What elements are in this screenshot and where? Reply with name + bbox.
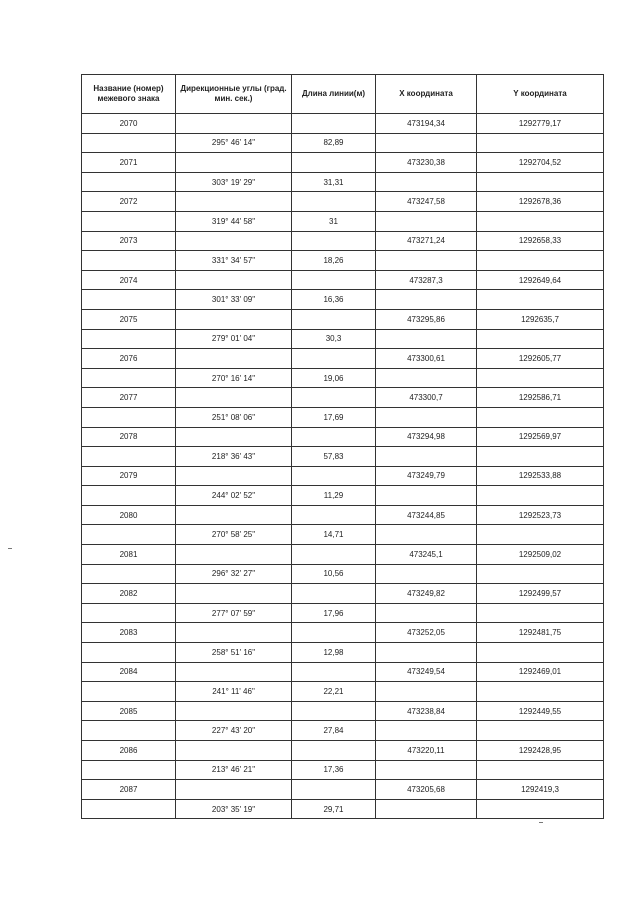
y-coordinate: 1292569,97: [477, 427, 604, 447]
scan-mark: [539, 822, 543, 823]
x-empty: [376, 133, 477, 153]
y-empty: [477, 603, 604, 623]
x-empty: [376, 407, 477, 427]
table-row-point: [82, 780, 604, 800]
table-row-point: [82, 623, 604, 643]
line-length: 31: [292, 211, 376, 231]
direction-angle: 331° 34' 57": [176, 251, 292, 271]
table-row-point: [82, 349, 604, 369]
y-empty: [477, 290, 604, 310]
line-length: 57,83: [292, 447, 376, 467]
y-empty: [477, 251, 604, 271]
angle-empty: [176, 584, 292, 604]
table-row-segment: [82, 133, 604, 153]
line-length: 31,31: [292, 172, 376, 192]
header-y: Y координата: [477, 75, 604, 114]
direction-angle: 270° 58' 25": [176, 525, 292, 545]
angle-empty: [176, 388, 292, 408]
name-empty: [82, 760, 176, 780]
angle-empty: [176, 309, 292, 329]
name-empty: [82, 407, 176, 427]
direction-angle: 241° 11' 46": [176, 682, 292, 702]
x-coordinate: 473271,24: [376, 231, 477, 251]
point-name: 2079: [82, 466, 176, 486]
direction-angle: 251° 08' 06": [176, 407, 292, 427]
point-name: 2086: [82, 741, 176, 761]
table-row-point: [82, 309, 604, 329]
point-name: 2072: [82, 192, 176, 212]
direction-angle: 258° 51' 16": [176, 643, 292, 663]
table-row-point: [82, 388, 604, 408]
length-empty: [292, 741, 376, 761]
x-empty: [376, 643, 477, 663]
angle-empty: [176, 545, 292, 565]
line-length: 10,56: [292, 564, 376, 584]
y-empty: [477, 721, 604, 741]
y-coordinate: 1292678,36: [477, 192, 604, 212]
direction-angle: 213° 46' 21": [176, 760, 292, 780]
direction-angle: 227° 43' 20": [176, 721, 292, 741]
line-length: 16,36: [292, 290, 376, 310]
angle-empty: [176, 701, 292, 721]
table-row-segment: [82, 447, 604, 467]
x-empty: [376, 447, 477, 467]
y-coordinate: 1292449,55: [477, 701, 604, 721]
name-empty: [82, 525, 176, 545]
length-empty: [292, 623, 376, 643]
point-name: 2071: [82, 153, 176, 173]
table-row-segment: [82, 525, 604, 545]
point-name: 2083: [82, 623, 176, 643]
name-empty: [82, 564, 176, 584]
length-empty: [292, 584, 376, 604]
x-empty: [376, 760, 477, 780]
table-row-point: [82, 701, 604, 721]
y-empty: [477, 643, 604, 663]
line-length: 29,71: [292, 799, 376, 819]
line-length: 27,84: [292, 721, 376, 741]
table-body: [82, 114, 604, 819]
header-angles: Дирекционные углы (град. мин. сек.): [176, 75, 292, 114]
table-row-point: [82, 153, 604, 173]
y-empty: [477, 211, 604, 231]
name-empty: [82, 799, 176, 819]
header-x: X координата: [376, 75, 477, 114]
name-empty: [82, 211, 176, 231]
table-row-point: [82, 505, 604, 525]
direction-angle: 203° 35' 19": [176, 799, 292, 819]
y-coordinate: 1292509,02: [477, 545, 604, 565]
y-empty: [477, 760, 604, 780]
line-length: 22,21: [292, 682, 376, 702]
x-coordinate: 473249,82: [376, 584, 477, 604]
length-empty: [292, 780, 376, 800]
table-row-segment: [82, 760, 604, 780]
x-empty: [376, 799, 477, 819]
x-coordinate: 473247,58: [376, 192, 477, 212]
direction-angle: 270° 16' 14": [176, 368, 292, 388]
header-length: Длина линии(м): [292, 75, 376, 114]
x-coordinate: 473244,85: [376, 505, 477, 525]
direction-angle: 218° 36' 43": [176, 447, 292, 467]
length-empty: [292, 388, 376, 408]
x-empty: [376, 251, 477, 271]
y-empty: [477, 329, 604, 349]
coordinates-table: [81, 74, 604, 819]
x-coordinate: 473238,84: [376, 701, 477, 721]
direction-angle: 296° 32' 27": [176, 564, 292, 584]
x-coordinate: 473252,05: [376, 623, 477, 643]
table-row-segment: [82, 290, 604, 310]
point-name: 2080: [82, 505, 176, 525]
angle-empty: [176, 270, 292, 290]
y-empty: [477, 682, 604, 702]
point-name: 2081: [82, 545, 176, 565]
table-row-segment: [82, 721, 604, 741]
line-length: 11,29: [292, 486, 376, 506]
length-empty: [292, 662, 376, 682]
line-length: 17,36: [292, 760, 376, 780]
y-coordinate: 1292428,95: [477, 741, 604, 761]
x-coordinate: 473205,68: [376, 780, 477, 800]
angle-empty: [176, 780, 292, 800]
x-empty: [376, 603, 477, 623]
point-name: 2082: [82, 584, 176, 604]
name-empty: [82, 603, 176, 623]
table-row-segment: [82, 486, 604, 506]
header-row: [82, 75, 604, 114]
x-coordinate: 473287,3: [376, 270, 477, 290]
line-length: 30,3: [292, 329, 376, 349]
name-empty: [82, 682, 176, 702]
length-empty: [292, 505, 376, 525]
length-empty: [292, 309, 376, 329]
y-coordinate: 1292635,7: [477, 309, 604, 329]
point-name: 2075: [82, 309, 176, 329]
angle-empty: [176, 623, 292, 643]
x-coordinate: 473194,34: [376, 114, 477, 134]
angle-empty: [176, 114, 292, 134]
angle-empty: [176, 427, 292, 447]
point-name: 2085: [82, 701, 176, 721]
length-empty: [292, 349, 376, 369]
point-name: 2073: [82, 231, 176, 251]
y-empty: [477, 368, 604, 388]
y-empty: [477, 525, 604, 545]
y-coordinate: 1292658,33: [477, 231, 604, 251]
table-row-segment: [82, 211, 604, 231]
table-row-point: [82, 741, 604, 761]
line-length: 82,89: [292, 133, 376, 153]
y-coordinate: 1292586,71: [477, 388, 604, 408]
y-empty: [477, 564, 604, 584]
y-coordinate: 1292523,73: [477, 505, 604, 525]
angle-empty: [176, 192, 292, 212]
table-row-point: [82, 114, 604, 134]
y-empty: [477, 447, 604, 467]
line-length: 12,98: [292, 643, 376, 663]
table-row-segment: [82, 407, 604, 427]
y-empty: [477, 172, 604, 192]
name-empty: [82, 368, 176, 388]
length-empty: [292, 466, 376, 486]
name-empty: [82, 290, 176, 310]
y-empty: [477, 486, 604, 506]
x-empty: [376, 564, 477, 584]
direction-angle: 277° 07' 59": [176, 603, 292, 623]
length-empty: [292, 545, 376, 565]
y-coordinate: 1292499,57: [477, 584, 604, 604]
length-empty: [292, 231, 376, 251]
length-empty: [292, 427, 376, 447]
line-length: 17,96: [292, 603, 376, 623]
angle-empty: [176, 662, 292, 682]
length-empty: [292, 701, 376, 721]
name-empty: [82, 447, 176, 467]
y-coordinate: 1292533,88: [477, 466, 604, 486]
point-name: 2074: [82, 270, 176, 290]
point-name: 2084: [82, 662, 176, 682]
x-empty: [376, 721, 477, 741]
table-row-segment: [82, 172, 604, 192]
y-coordinate: 1292469,01: [477, 662, 604, 682]
table-row-segment: [82, 643, 604, 663]
table-row-point: [82, 466, 604, 486]
scan-mark: [8, 548, 12, 549]
name-empty: [82, 251, 176, 271]
x-empty: [376, 682, 477, 702]
point-name: 2076: [82, 349, 176, 369]
x-coordinate: 473300,7: [376, 388, 477, 408]
table-row-point: [82, 545, 604, 565]
direction-angle: 303° 19' 29": [176, 172, 292, 192]
x-coordinate: 473295,86: [376, 309, 477, 329]
name-empty: [82, 643, 176, 663]
y-empty: [477, 407, 604, 427]
y-empty: [477, 133, 604, 153]
line-length: 14,71: [292, 525, 376, 545]
angle-empty: [176, 466, 292, 486]
line-length: 18,26: [292, 251, 376, 271]
line-length: 17,69: [292, 407, 376, 427]
x-empty: [376, 211, 477, 231]
x-empty: [376, 368, 477, 388]
length-empty: [292, 270, 376, 290]
direction-angle: 295° 46' 14": [176, 133, 292, 153]
direction-angle: 319° 44' 58": [176, 211, 292, 231]
y-coordinate: 1292419,3: [477, 780, 604, 800]
x-coordinate: 473294,98: [376, 427, 477, 447]
y-coordinate: 1292704,52: [477, 153, 604, 173]
x-empty: [376, 172, 477, 192]
length-empty: [292, 192, 376, 212]
direction-angle: 244° 02' 52": [176, 486, 292, 506]
point-name: 2070: [82, 114, 176, 134]
x-empty: [376, 486, 477, 506]
y-empty: [477, 799, 604, 819]
table-row-point: [82, 427, 604, 447]
angle-empty: [176, 741, 292, 761]
x-coordinate: 473249,54: [376, 662, 477, 682]
direction-angle: 279° 01' 04": [176, 329, 292, 349]
angle-empty: [176, 231, 292, 251]
x-coordinate: 473245,1: [376, 545, 477, 565]
table-row-point: [82, 231, 604, 251]
point-name: 2078: [82, 427, 176, 447]
table-row-segment: [82, 564, 604, 584]
table-row-point: [82, 192, 604, 212]
table-row-segment: [82, 682, 604, 702]
name-empty: [82, 329, 176, 349]
angle-empty: [176, 349, 292, 369]
name-empty: [82, 133, 176, 153]
direction-angle: 301° 33' 09": [176, 290, 292, 310]
table-row-point: [82, 584, 604, 604]
header-name: Название (номер) межевого знака: [82, 75, 176, 114]
table-row-point: [82, 662, 604, 682]
y-coordinate: 1292649,64: [477, 270, 604, 290]
x-coordinate: 473300,61: [376, 349, 477, 369]
name-empty: [82, 721, 176, 741]
length-empty: [292, 153, 376, 173]
x-empty: [376, 329, 477, 349]
x-coordinate: 473220,11: [376, 741, 477, 761]
length-empty: [292, 114, 376, 134]
y-coordinate: 1292779,17: [477, 114, 604, 134]
x-coordinate: 473249,79: [376, 466, 477, 486]
table-row-segment: [82, 251, 604, 271]
x-coordinate: 473230,38: [376, 153, 477, 173]
point-name: 2077: [82, 388, 176, 408]
table-row-segment: [82, 329, 604, 349]
y-coordinate: 1292481,75: [477, 623, 604, 643]
y-coordinate: 1292605,77: [477, 349, 604, 369]
name-empty: [82, 172, 176, 192]
x-empty: [376, 525, 477, 545]
line-length: 19,06: [292, 368, 376, 388]
name-empty: [82, 486, 176, 506]
angle-empty: [176, 153, 292, 173]
x-empty: [376, 290, 477, 310]
table-row-segment: [82, 799, 604, 819]
table-row-point: [82, 270, 604, 290]
point-name: 2087: [82, 780, 176, 800]
table-row-segment: [82, 368, 604, 388]
table-row-segment: [82, 603, 604, 623]
angle-empty: [176, 505, 292, 525]
